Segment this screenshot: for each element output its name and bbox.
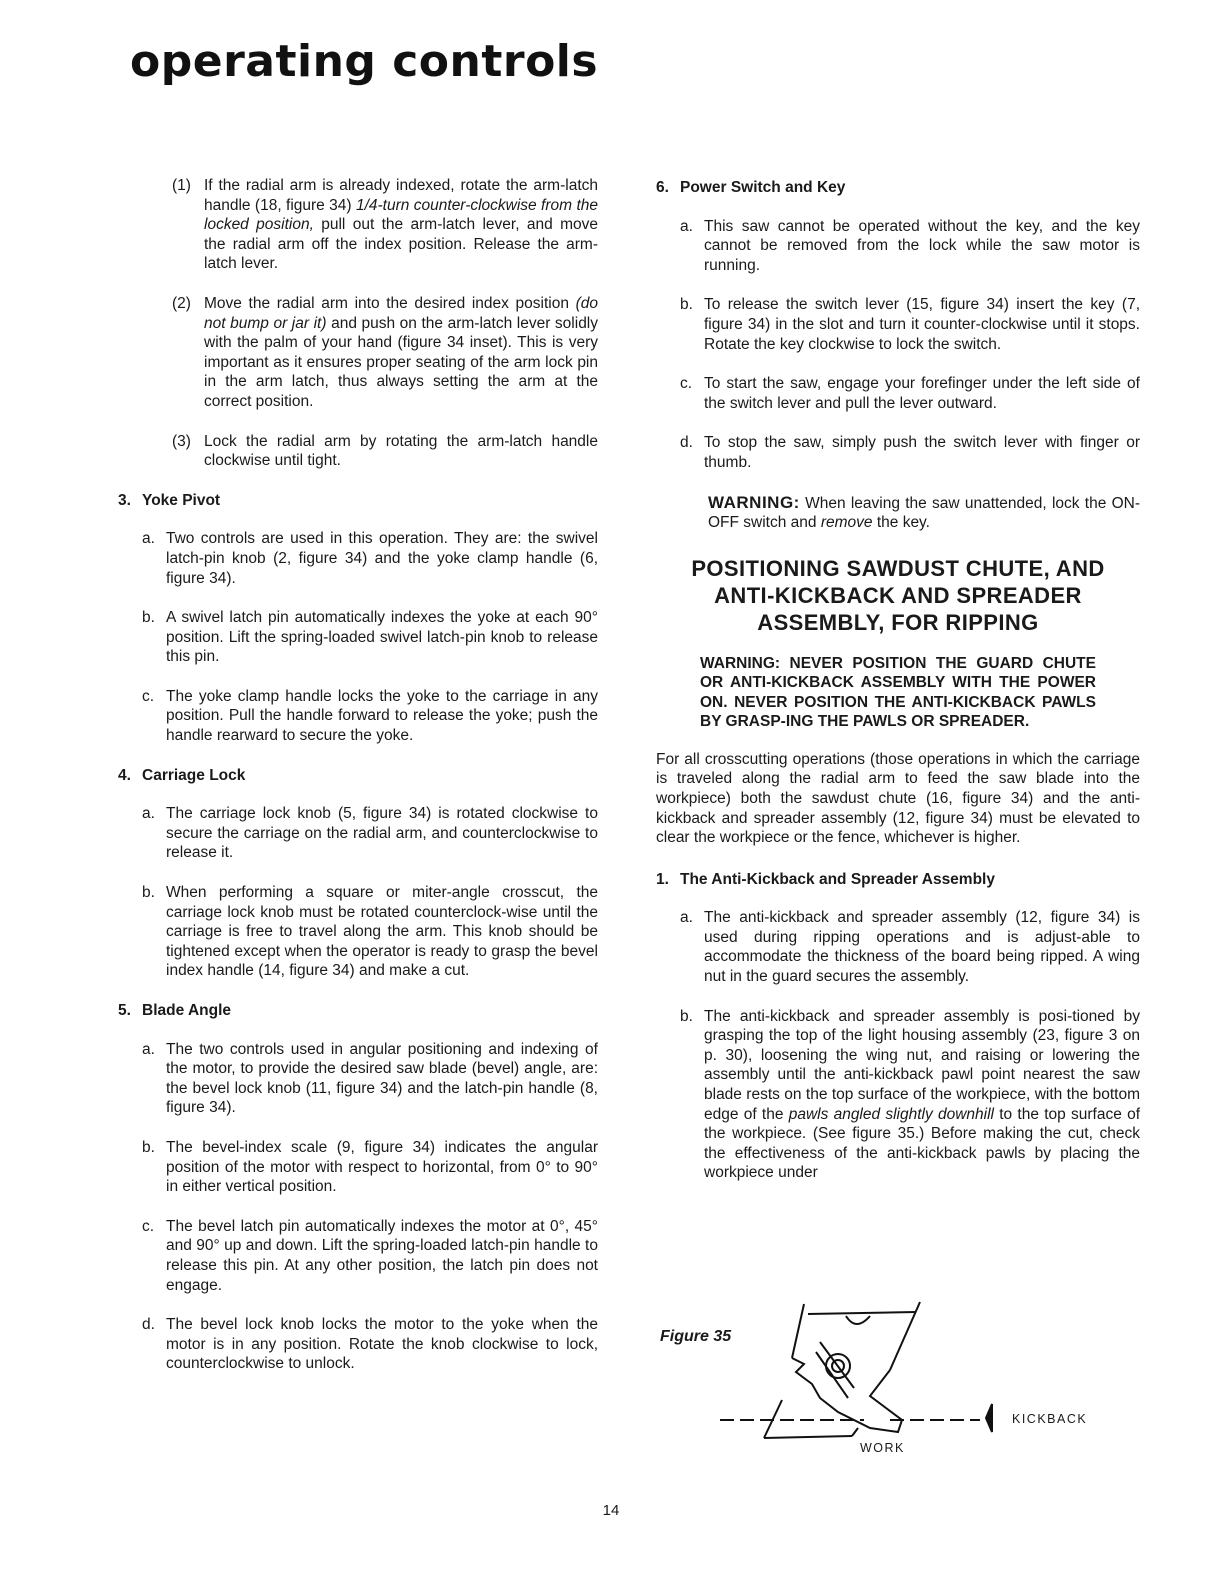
list-item <box>142 1138 598 1197</box>
item-text: The yoke clamp handle locks the yoke to the carriage in any position. Pull the handle forward to release the yoke; push the handle rearward to secure the yoke. <box>166 687 598 745</box>
section-heading <box>656 178 1140 198</box>
warning-text-b: the key. <box>872 514 930 532</box>
section-title: Power Switch and Key <box>680 179 846 196</box>
arm-index-steps <box>118 176 598 471</box>
item-text: Two controls are used in this operation. They are: the swivel latch-pin knob (2, figure 34) and the yoke clamp handle (6, figure 34). <box>166 530 598 587</box>
item-text: When performing a square or miter-angle crosscut, the carriage lock knob must be rotated counterclock-wise until the carriage is free to travel along the arm. This knob should be tightened except when the operator is ready to grasp the bevel index handle (14, figure 34) and make a cut. <box>166 884 598 980</box>
item-label: c. <box>142 1217 155 1235</box>
section-number: 1. <box>656 870 669 888</box>
item-text: To release the switch lever (15, figure 34) insert the key (7, figure 34) in the slot and turn it counter-clockwise until it stops. Rotate the key clockwise to lock the switch. <box>704 296 1140 353</box>
list-item <box>680 433 1140 472</box>
guard-warning: WARNING: NEVER POSITION THE GUARD CHUTE OR ANTI-KICKBACK ASSEMBLY WITH THE POWER ON. NEVER POSITION THE ANTI-KICKBACK PAWLS BY GRASP-ING THE PAWLS OR SPREADER. <box>700 654 1096 731</box>
section-anti-kickback <box>656 870 1140 1183</box>
right-column <box>656 178 1140 1203</box>
item-label: d. <box>680 434 693 452</box>
item-text: The bevel latch pin automatically indexes the motor at 0°, 45° and 90° up and down. Lift the spring-loaded latch-pin handle to release this pin. At any other position, the latch pin does not engage. <box>166 1217 598 1294</box>
section-heading <box>656 870 1140 890</box>
item-label: a. <box>680 909 693 927</box>
arm-step-3-label: (3) <box>172 432 191 450</box>
list-item <box>142 883 598 981</box>
section-number: 4. <box>118 766 131 784</box>
item-text: The bevel-index scale (9, figure 34) indicates the angular position of the motor with respect to horizontal, from 0° to 90° in either vertical position. <box>166 1138 598 1196</box>
item-text: To stop the saw, simply push the switch lever with finger or thumb. <box>704 434 1140 471</box>
arm-step-1-emphasis: 1/4-turn counter-clockwise from the locked position, <box>204 196 598 234</box>
section-title: Carriage Lock <box>142 766 246 784</box>
arm-step-1-label: (1) <box>172 177 191 194</box>
crosscut-intro: For all crosscutting operations (those operations in which the carriage is traveled along the radial arm to feed the saw blade into the workpiece) both the sawdust chute (16, figure 34) and the anti-kickback and spreader assembly (12, figure 34) must be elevated to clear the workpiece or the fence, whichever is higher. <box>656 750 1140 847</box>
work-pointer <box>852 1428 858 1436</box>
arm-step-2-emphasis: (do not bump or jar it) <box>204 294 598 332</box>
item-text: This saw cannot be operated without the key, and the key cannot be removed from the lock while the saw motor is running. <box>704 217 1140 274</box>
list-item <box>142 687 598 746</box>
section-heading <box>118 491 598 511</box>
list-item <box>142 1315 598 1374</box>
list-item <box>680 908 1140 986</box>
section-blade-angle <box>118 1001 598 1374</box>
section-heading <box>118 766 598 786</box>
warning-text-a: When leaving the saw unattended, lock the ON-OFF switch and <box>708 494 1140 532</box>
list-item <box>680 1007 1141 1183</box>
housing-notch <box>846 1316 870 1324</box>
spreader-edge <box>764 1436 852 1438</box>
heading-line: ANTI-KICKBACK AND SPREADER <box>714 582 1082 608</box>
item-label: b. <box>142 1138 155 1156</box>
arm-step-1 <box>172 176 598 274</box>
list-item <box>142 1217 598 1295</box>
figure-35 <box>660 1300 1120 1470</box>
section-title: Blade Angle <box>142 1002 231 1019</box>
item-text: The carriage lock knob (5, figure 34) is rotated clockwise to secure the carriage on the radial arm, and counterclockwise to release it. <box>166 805 598 862</box>
item-text-a: The anti-kickback and spreader assembly is posi-tioned by grasping the top of the light housing assembly (23, figure 3 on p. 30), loosening the wing nut, and raising or lowering the assembly until the anti-kickback pawl point nearest the saw blade rests on the top surface of the workpiece, with the bottom edge of the <box>704 1007 1140 1123</box>
kickback-arrow-icon <box>986 1404 992 1432</box>
section-title: The Anti-Kickback and Spreader Assembly <box>680 870 995 888</box>
arm-step-3 <box>172 432 598 471</box>
item-text: To start the saw, engage your forefinger under the left side of the switch lever and pull the lever outward. <box>704 375 1140 412</box>
arm-step-1-text-b: pull out the arm-latch lever, and move the radial arm off the index position. Release the arm-latch lever. <box>204 216 598 273</box>
figure-caption: Figure 35 <box>660 1328 732 1345</box>
item-label: b. <box>680 296 693 314</box>
section-number: 3. <box>118 491 131 509</box>
section-heading <box>118 1001 598 1021</box>
positioning-section-heading <box>656 555 1140 636</box>
section-power-switch <box>656 178 1140 473</box>
left-column <box>118 176 598 1394</box>
section-carriage-lock <box>118 766 598 981</box>
arm-step-2-label: (2) <box>172 294 191 312</box>
item-label: c. <box>142 687 155 705</box>
list-item <box>142 608 598 667</box>
arm-step-1-text-a: If the radial arm is already indexed, rotate the arm-latch handle (18, figure 34) <box>204 177 598 214</box>
arm-step-2 <box>172 294 599 412</box>
item-label: d. <box>142 1316 155 1334</box>
list-item <box>142 804 598 863</box>
section-yoke-pivot <box>118 491 598 746</box>
housing-top <box>808 1312 916 1314</box>
heading-line: POSITIONING SAWDUST CHUTE, AND <box>691 555 1105 581</box>
arm-step-2-text-a: Move the radial arm into the desired index position <box>204 294 576 312</box>
page-title: operating controls <box>130 36 599 87</box>
section-number: 5. <box>118 1002 131 1019</box>
page-number: 14 <box>602 1502 620 1519</box>
key-warning <box>708 493 1140 533</box>
item-text: A swivel latch pin automatically indexes the yoke at each 90° position. Lift the spring-loaded swivel latch-pin knob to release this pin. <box>166 609 598 666</box>
list-item <box>680 217 1140 276</box>
item-label: c. <box>680 375 693 393</box>
section-title: Yoke Pivot <box>142 491 221 509</box>
housing-outline <box>792 1304 804 1358</box>
heading-line: ASSEMBLY, FOR RIPPING <box>757 609 1039 635</box>
item-label: b. <box>680 1007 693 1025</box>
work-label: WORK <box>860 1441 905 1455</box>
item-label: a. <box>142 1040 155 1058</box>
kickback-label: KICKBACK <box>1012 1412 1088 1426</box>
warning-label: WARNING: <box>708 492 800 512</box>
list-item <box>680 374 1140 413</box>
item-text: The anti-kickback and spreader assembly (12, figure 34) is used during ripping operations and is adjust-able to accommodate the thickness of the board being ripped. A wing nut in the guard secures the assembly. <box>704 909 1140 986</box>
list-item <box>142 1040 598 1118</box>
item-emphasis: pawls angled slightly downhill <box>788 1105 994 1123</box>
warning-emphasis: remove <box>820 514 873 532</box>
arm-step-3-text: Lock the radial arm by rotating the arm-latch handle clockwise until tight. <box>204 432 598 470</box>
list-item <box>680 295 1140 354</box>
item-label: a. <box>142 530 155 548</box>
item-label: a. <box>142 805 155 823</box>
list-item <box>142 529 598 588</box>
item-label: b. <box>142 609 155 627</box>
arm-step-2-text-b: and push on the arm-latch lever solidly with the palm of your hand (figure 34 inset). This is very important as it ensures proper seating of the arm lock pin in the arm latch, thus always setting the arm at the correct position. <box>204 314 599 410</box>
item-text: The two controls used in angular positioning and indexing of the motor, to provide the desired saw blade (bevel) angle, are: the bevel lock knob (11, figure 34) and the latch-pin handle (8, figure 34). <box>166 1040 598 1117</box>
item-label: b. <box>142 884 155 902</box>
section-number: 6. <box>656 179 669 196</box>
item-text: The bevel lock knob locks the motor to the yoke when the motor is in any position. Rotate the knob clockwise to lock, counterclockwise to unlock. <box>166 1316 598 1373</box>
item-label: a. <box>680 217 693 235</box>
item-text-b: to the top surface of the workpiece. (See figure 35.) Before making the cut, check the effectiveness of the anti-kickback pawls by placing the workpiece under <box>704 1105 1141 1182</box>
